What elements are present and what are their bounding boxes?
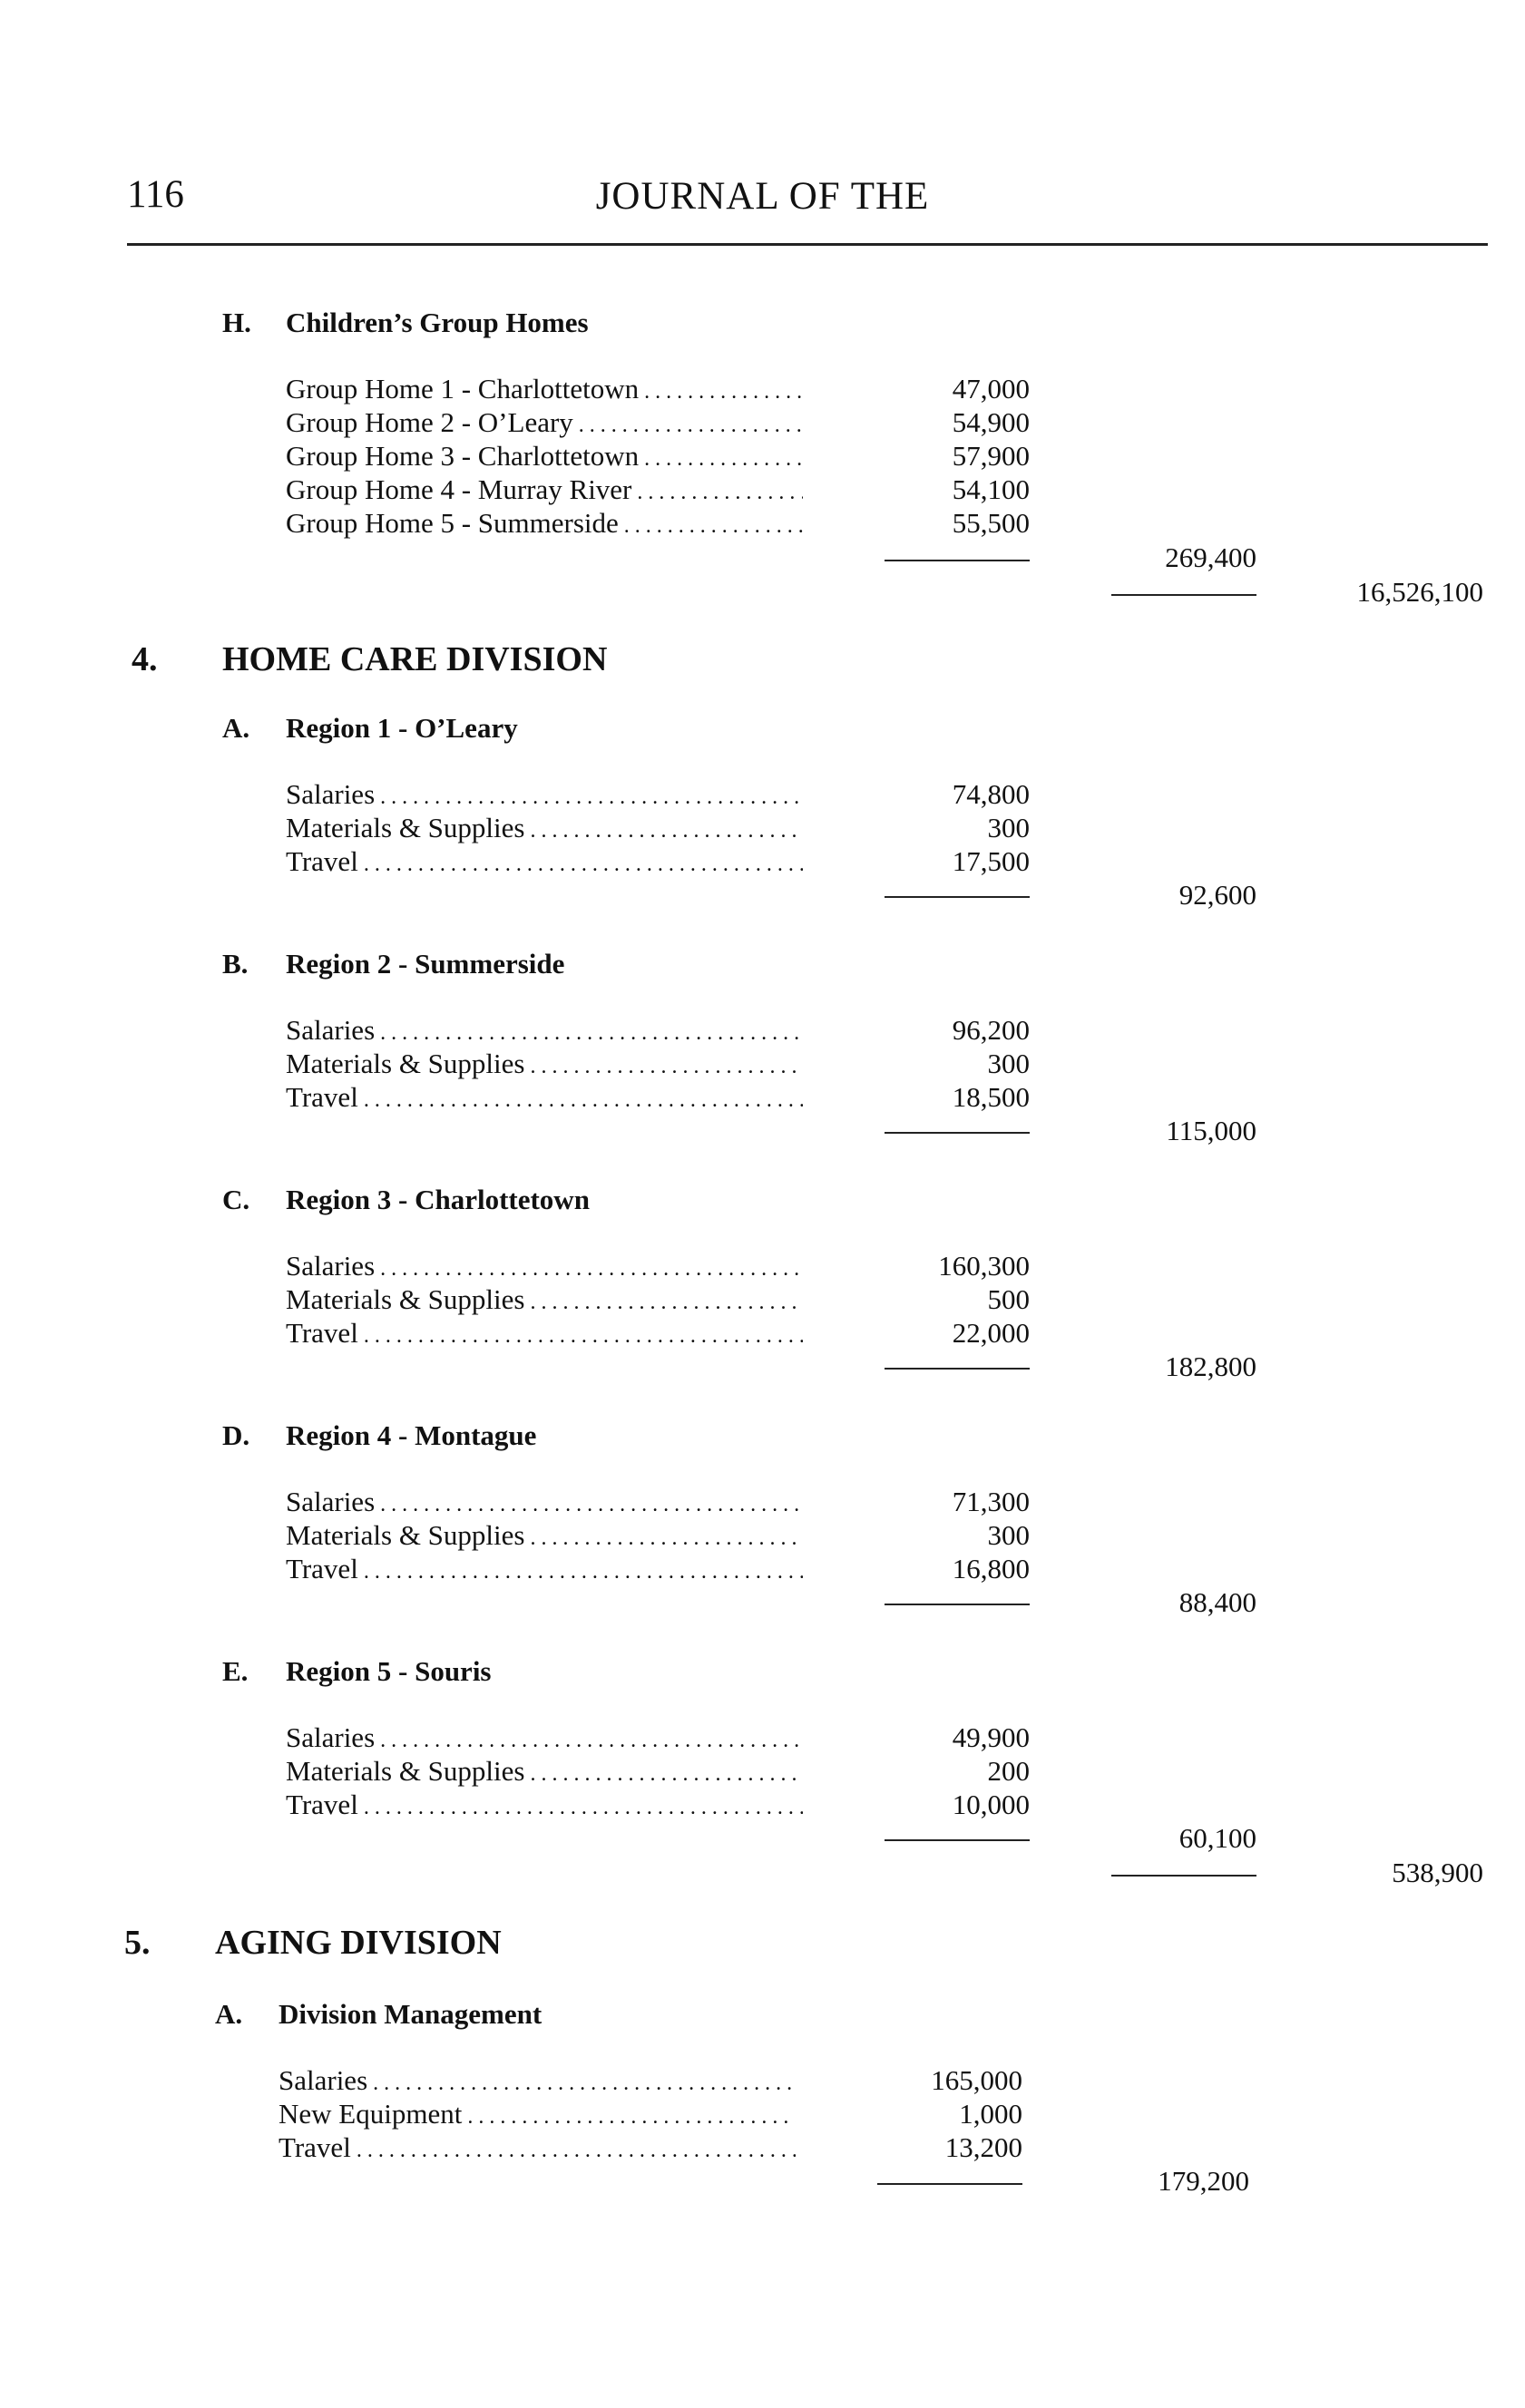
line-item-amount: 54,900 [952,406,1030,438]
line-item-label: Travel . . . [286,844,803,882]
subsection-title: Region 5 - Souris [286,1655,492,1687]
running-head: JOURNAL OF THE [595,175,930,218]
subtotal-amount: 269,400 [1165,541,1256,573]
subsection-letter: E. [222,1655,249,1687]
subsection-title: Division Management [279,1998,543,2030]
line-item-amount: 200 [987,1755,1030,1787]
subtotal-rule [885,896,1030,898]
subtotal-amount: 60,100 [1178,1822,1256,1854]
line-item-label: Travel . . . [279,2130,796,2168]
line-item-amount: 160,300 [938,1250,1030,1282]
header-rule [127,243,1488,246]
subtotal-amount: 88,400 [1178,1586,1256,1618]
subsection-letter: D. [222,1419,250,1451]
section-title: HOME CARE DIVISION [222,640,608,678]
subsection-letter: C. [222,1184,250,1215]
line-item-amount: 300 [987,1048,1030,1079]
total-rule [1111,1875,1256,1877]
line-item-amount: 54,100 [952,473,1030,505]
line-item-amount: 71,300 [952,1486,1030,1517]
line-item-label: Group Home 4 - Murray River . . . [286,473,803,510]
line-item-label: Salaries . . . [286,1485,803,1522]
line-item-amount: 165,000 [931,2064,1022,2096]
line-item-label: Salaries . . . [279,2063,796,2101]
subtotal-rule [877,2183,1022,2185]
page-number: 116 [127,173,184,216]
subsection-title: Children’s Group Homes [286,307,589,338]
line-item-label: Travel . . . [286,1316,803,1353]
line-item-label: Group Home 2 - O’Leary . . . [286,405,803,443]
subtotal-rule [885,560,1030,561]
line-item-amount: 18,500 [952,1081,1030,1113]
section-title: AGING DIVISION [215,1924,502,1962]
line-item-label: Salaries . . . [286,1249,803,1286]
line-item-amount: 1,000 [959,2098,1022,2130]
subtotal-amount: 115,000 [1166,1115,1256,1146]
line-item-amount: 55,500 [952,507,1030,539]
line-item-label: Travel . . . [286,1552,803,1589]
line-item-label: Materials & Supplies . . . [286,1754,803,1791]
line-item-label: Travel . . . [286,1788,803,1825]
subsection-letter: H. [222,307,251,338]
section-number: 5. [124,1924,151,1962]
line-item-amount: 500 [987,1283,1030,1315]
line-item-label: Salaries . . . [286,777,803,814]
line-item-amount: 47,000 [952,373,1030,405]
line-item-label: Salaries . . . [286,1721,803,1758]
subsection-title: Region 4 - Montague [286,1419,537,1451]
subsection-title: Region 1 - O’Leary [286,712,518,744]
subtotal-rule [885,1132,1030,1134]
total-rule [1111,594,1256,596]
subtotal-amount: 182,800 [1165,1350,1256,1382]
subtotal-amount: 179,200 [1158,2165,1249,2197]
section-total-amount: 16,526,100 [1356,576,1483,608]
subsection-letter: B. [222,948,249,980]
subtotal-rule [885,1604,1030,1605]
section-total-amount: 538,900 [1392,1857,1483,1888]
subtotal-rule [885,1368,1030,1370]
subsection-letter: A. [222,712,250,744]
line-item-amount: 10,000 [952,1789,1030,1820]
line-item-amount: 13,200 [944,2131,1022,2163]
subsection-title: Region 2 - Summerside [286,948,565,980]
line-item-label: Group Home 5 - Summerside . . . [286,506,803,543]
line-item-label: Materials & Supplies . . . [286,811,803,848]
line-item-label: Materials & Supplies . . . [286,1047,803,1084]
line-item-amount: 300 [987,812,1030,843]
line-item-label: Group Home 1 - Charlottetown . . . [286,372,803,409]
line-item-amount: 57,900 [952,440,1030,472]
line-item-amount: 22,000 [952,1317,1030,1349]
line-item-amount: 96,200 [952,1014,1030,1046]
subtotal-amount: 92,600 [1178,879,1256,911]
line-item-amount: 16,800 [952,1553,1030,1584]
line-item-amount: 74,800 [952,778,1030,810]
line-item-amount: 49,900 [952,1721,1030,1753]
subtotal-rule [885,1839,1030,1841]
line-item-label: Group Home 3 - Charlottetown . . . [286,439,803,476]
section-number: 4. [132,640,158,678]
line-item-label: New Equipment . . . [279,2097,796,2134]
subsection-letter: A. [215,1998,243,2030]
line-item-label: Salaries . . . [286,1013,803,1050]
line-item-amount: 17,500 [952,845,1030,877]
subsection-title: Region 3 - Charlottetown [286,1184,590,1215]
line-item-label: Materials & Supplies . . . [286,1518,803,1555]
line-item-label: Materials & Supplies . . . [286,1282,803,1320]
line-item-amount: 300 [987,1519,1030,1551]
line-item-label: Travel . . . [286,1080,803,1117]
